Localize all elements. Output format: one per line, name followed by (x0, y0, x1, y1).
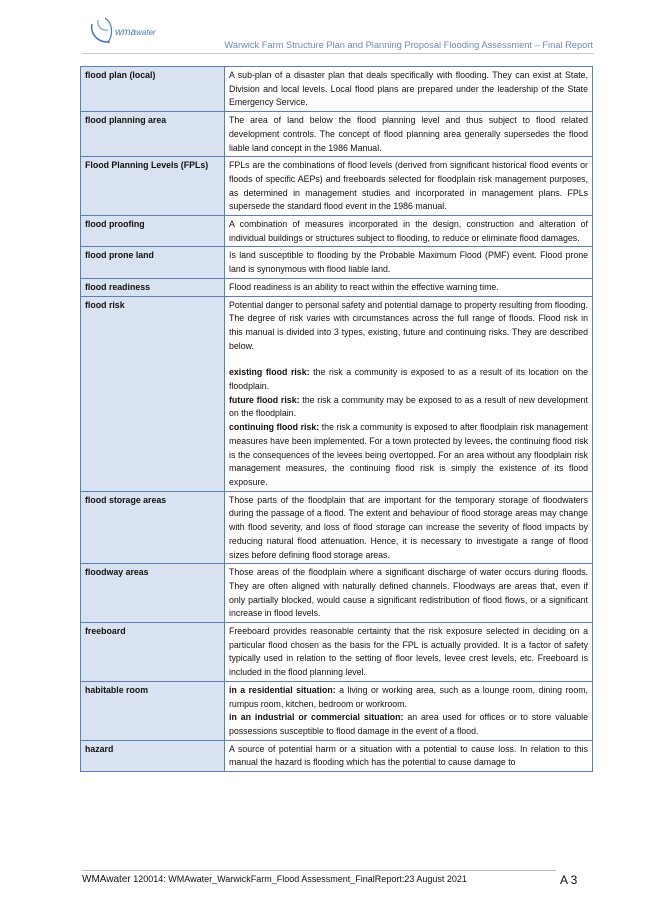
term-cell: freeboard (81, 623, 225, 682)
existing-flood-risk: existing flood risk: the risk a community is exposed to as a result of its location on the floodplain. (229, 367, 588, 392)
table-row (81, 740, 593, 771)
definition-cell: A sub-plan of a disaster plan that deals specifically with flooding. They can exist at State, Division and local levels. Local flood plans are prepared under the leadership of the State Emergency Service. (225, 67, 593, 112)
table-row (81, 112, 593, 157)
page-header (0, 0, 653, 60)
definition-cell (225, 681, 593, 740)
definition-cell: A combination of measures incorporated in the design, construction and alteration of individual buildings or structures subject to flooding, to reduce or eliminate flood damages. (225, 216, 593, 247)
term-cell: flood plan (local) (81, 67, 225, 112)
industrial-situation: in an industrial or commercial situation: an area used for offices or to store valuable possessions susceptible to flood damage in the event of a flood. (229, 712, 588, 736)
table-row (81, 681, 593, 740)
term-cell: flood risk (81, 296, 225, 491)
term-cell: habitable room (81, 681, 225, 740)
table-row (81, 491, 593, 564)
term-cell: flood proofing (81, 216, 225, 247)
logo-wordmark: wmawater (115, 27, 156, 38)
table-row (81, 216, 593, 247)
definition-cell: The area of land below the flood planning level and thus subject to flood related development controls. The concept of flood planning area generally supersedes the flood liable land concept in the 1986 Manual. (225, 112, 593, 157)
definition-cell: Freeboard provides reasonable certainty that the risk exposure selected in deciding on a particular flood chosen as the basis for the FPL is actually provided. It is a factor of safety typically used in relation to the setting of floor levels, levee crest levels, etc. Freeboard is included in the flood planning level. (225, 623, 593, 682)
continuing-flood-risk: continuing flood risk: the risk a community is exposed to after floodplain risk management measures have been implemented. For a town protected by levees, the continuing flood risk is the consequences of the levees being overtopped. For an area without any floodplain risk management measures, the continuing flood risk is simply the existence of its flood exposure. (229, 422, 588, 487)
table-row (81, 157, 593, 216)
glossary-table (80, 66, 593, 772)
table-row (81, 247, 593, 278)
term-cell: flood readiness (81, 278, 225, 296)
header-divider (82, 53, 594, 54)
term-cell: flood storage areas (81, 491, 225, 564)
header-title: Warwick Farm Structure Plan and Planning Proposal Flooding Assessment – Final Report (224, 40, 593, 50)
future-flood-risk: future flood risk: the risk a community may be exposed to as a result of new development on the floodplain. (229, 394, 588, 419)
term-cell: floodway areas (81, 564, 225, 623)
table-row (81, 296, 593, 491)
table-row (81, 623, 593, 682)
term-cell: flood planning area (81, 112, 225, 157)
footer-text: WMAwater 120014: WMAwater_WarwickFarm_Flood Assessment_FinalReport:23 August 2021 (82, 874, 467, 885)
definition-cell: Those areas of the floodplain where a significant discharge of water occurs during floods. They are often aligned with naturally defined channels. Floodways are areas that, even if only partially blocked, would cause a significant redistribution of flood flows, or a significant increase in flood levels. (225, 564, 593, 623)
residential-situation: in a residential situation: a living or working area, such as a lounge room, dining room, rumpus room, kitchen, bedroom or workroom. (229, 684, 588, 709)
definition-cell: FPLs are the combinations of flood levels (derived from significant historical flood events or floods of specific AEPs) and freeboards selected for floodplain risk management purposes, as determined in management studies and incorporated in management plans. FPLs supersede the standard flood event in the 1986 manual. (225, 157, 593, 216)
flood-risk-intro: Potential danger to personal safety and potential damage to property resulting from flooding. The degree of risk varies with circumstances across the full range of floods. Flood risk in this manual is divided into 3 types, existing, future and continuing risks. They are described below. (229, 299, 588, 351)
definition-cell (225, 296, 593, 491)
footer-divider (82, 870, 556, 871)
definition-cell: Is land susceptible to flooding by the Probable Maximum Flood (PMF) event. Flood prone land is synonymous with flood liable land. (225, 247, 593, 278)
definition-cell: A source of potential harm or a situation with a potential to cause loss. In relation to this manual the hazard is flooding which has the potential to cause damage to (225, 740, 593, 771)
table-row (81, 67, 593, 112)
definition-cell: Flood readiness is an ability to react within the effective warning time. (225, 278, 593, 296)
term-cell: Flood Planning Levels (FPLs) (81, 157, 225, 216)
table-row (81, 564, 593, 623)
term-cell: flood prone land (81, 247, 225, 278)
table-row (81, 278, 593, 296)
term-cell: hazard (81, 740, 225, 771)
definition-cell: Those parts of the floodplain that are important for the temporary storage of floodwaters during the passage of a flood. The extent and behaviour of flood storage areas may change with flood severity, and loss of flood storage can increase the severity of flood impacts by reducing natural flood attenuation. Hence, it is necessary to investigate a range of flood sizes before defining flood storage areas. (225, 491, 593, 564)
page-number: A 3 (560, 873, 578, 887)
